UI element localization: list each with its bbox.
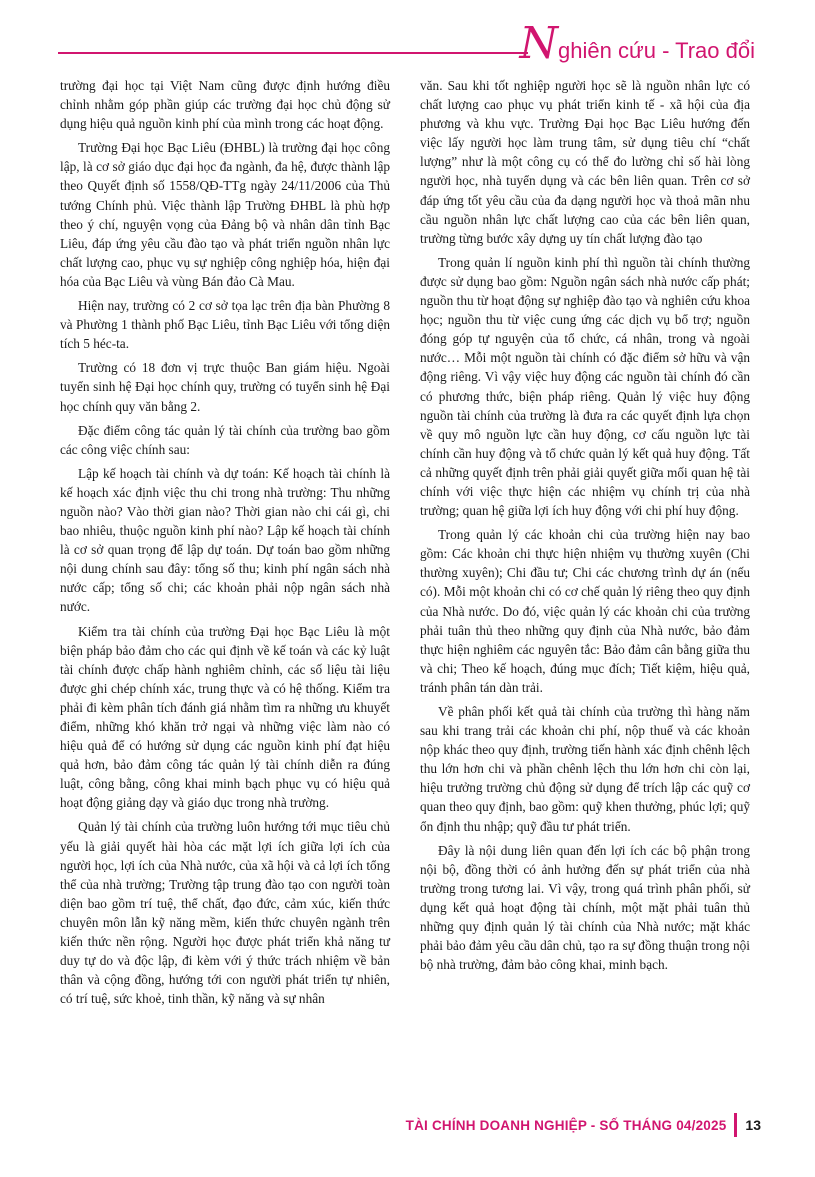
page-header xyxy=(0,18,815,68)
section-title xyxy=(519,18,755,71)
paragraph: văn. Sau khi tốt nghiệp người học sẽ là nguồn nhân lực có chất lượng cao phục vụ phát triển kinh tế - xã hội của địa phương và khu vực. Trường Đại học Bạc Liêu hướng đến việc lấy người học làm trung tâm, sử dụng tiêu chí “chất lượng” như là một công cụ có thể đo lường chỉ số hài lòng người học, nhà tuyển dụng và các bên liên quan. Trên cơ sở đáp ứng tốt yêu cầu của đa dạng người học và thoả mãn nhu cầu nguồn nhân lực chất lượng cao của các bên liên quan, trường từng bước xây dựng uy tín chất lượng đào tạo xyxy=(420,78,750,246)
paragraph: Về phân phối kết quả tài chính của trường thì hàng năm sau khi trang trải các khoản chi phí, nộp thuế và các khoản nộp khác theo quy định, trường tiến hành xác định chênh lệch thu lớn hơn chi và phần chênh lệch thu lớn hơn chi còn lại, hiệu trưởng trường chủ động sử dụng để trích lập các quỹ cơ quan theo quy định, bao gồm: quỹ khen thưởng, phúc lợi; quỹ ổn định thu nhập; quỹ đầu tư phát triển. xyxy=(420,704,750,834)
header-rule xyxy=(58,52,528,54)
page-number: 13 xyxy=(745,1117,761,1133)
paragraph: Trường Đại học Bạc Liêu (ĐHBL) là trường đại học công lập, là cơ sở giáo dục đại học đa ngành, đa hệ, được thành lập theo Quyết định số 1558/QĐ-TTg ngày 24/11/2006 của Thủ tướng Chính phủ. Việc thành lập Trường ĐHBL là phù hợp theo ý chí, nguyện vọng của Đảng bộ và nhân dân tỉnh Bạc Liêu, đáp ứng yêu cầu đào tạo và phát triển nguồn nhân lực chất lượng cao, phục vụ sự nghiệp công nghiệp hóa, hiện đại hóa của Bạc Liêu và vùng Bán đảo Cà Mau. xyxy=(60,140,390,289)
paragraph: Trong quản lý các khoản chi của trường hiện nay bao gồm: Các khoản chi thực hiện nhiệm vụ thường xuyên (Chi thường xuyên); Chi đầu tư; Chi các chương trình dự án (nếu có). Mỗi một khoản chi có cơ chế quản lý riêng theo quy định của Nhà nước. Do đó, việc quản lý các khoản chi của trường phải tuân thủ theo những quy định của Nhà nước, bảo đảm thực hiện nghiêm các nguyên tắc: Bảo đảm cân bằng giữa thu và chi; Theo kế hoạch, đúng mục đích; Tiết kiệm, hiệu quả, tránh phân tán dàn trải. xyxy=(420,527,750,695)
journal-title: TÀI CHÍNH DOANH NGHIỆP - SỐ THÁNG 04/2025 xyxy=(405,1117,727,1133)
right-column xyxy=(420,76,750,979)
section-title-initial: N xyxy=(519,18,559,69)
paragraph: Quản lý tài chính của trường luôn hướng tới mục tiêu chủ yếu là giải quyết hài hòa các mặt lợi ích giữa lợi ích của người học, lợi ích của Nhà nước, của xã hội và cả lợi ích tổng thể của nhà trường; Trường tập trung đào tạo con người toàn diện bao gồm trí tuệ, thể chất, đạo đức, cảm xúc, kiến thức chuyên môn lẫn kỹ năng mềm, kiến thức chuyên ngành trên kiến thức nền rộng. Người học được phát triển khả năng tư duy tự do và độc lập, đi kèm với ý thức trách nhiệm về bản thân và cộng đồng, hướng tới con người phát triển tự nhiên, có trí tuệ, sức khoẻ, tinh thần, kỹ năng và sự nhân xyxy=(60,819,390,1007)
paragraph: Trường có 18 đơn vị trực thuộc Ban giám hiệu. Ngoài tuyển sinh hệ Đại học chính quy, trường có tuyển sinh hệ Đại học chính quy văn bằng 2. xyxy=(60,360,390,414)
paragraph: Đặc điểm công tác quản lý tài chính của trường bao gồm các công việc chính sau: xyxy=(60,422,390,457)
section-title-rest: ghiên cứu - Trao đổi xyxy=(558,38,755,63)
paragraph: trường đại học tại Việt Nam cũng được định hướng điều chỉnh nhằm góp phần giúp các trường đại học chủ động sử dụng hiệu quả nguồn kinh phí của mình trong các hoạt động. xyxy=(60,78,390,132)
left-column xyxy=(60,76,390,1013)
paragraph: Lập kế hoạch tài chính và dự toán: Kế hoạch tài chính là kế hoạch xác định việc thu chi trong nhà trường: Thu những nguồn nào? Vào thời gian nào? Thời gian nào chi cái gì, chi bao nhiêu, thuộc nguồn kinh phí nào? Lập kế hoạch tài chính là cơ sở quan trọng để lập dự toán. Dự toán bao gồm những nội dung chính sau đây: tổng số thu; kinh phí ngân sách nhà nước cấp; tổng số chi; các khoản phải nộp ngân sách nhà nước. xyxy=(60,465,390,615)
page-footer xyxy=(406,1112,761,1138)
paragraph: Đây là nội dung liên quan đến lợi ích các bộ phận trong nội bộ, đồng thời có ảnh hưởng đến sự phát triển của nhà trường trong tương lai. Vì vậy, trong quá trình phân phối, sử dụng kết quả hoạt động tài chính, một mặt phải tuân thủ những quy định quản lý tài chính của Nhà nước; mặt khác phải bảo đảm yêu cầu dân chủ, tạo ra sự đồng thuận trong nội bộ nhà trường, đảm bảo công khai, minh bạch. xyxy=(420,842,750,973)
paragraph: Kiểm tra tài chính của trường Đại học Bạc Liêu là một biện pháp bảo đảm cho các qui định về kế toán và các kỷ luật tài chính được chấp hành nghiêm chỉnh, các số liệu tài liệu được ghi chép chính xác, trung thực và có hệ thống. Kiểm tra phải đi kèm phân tích đánh giá nhằm tìm ra những ưu khuyết điểm, những khó khăn trở ngại và những việc làm nào có hiệu quả để có hướng sử dụng các nguồn kinh phí đạt hiệu quả hơn, bảo đảm công tác quản lý tài chính diễn ra đúng luật, công bằng, công khai minh bạch phục vụ có hiệu quả hoạt động giảng dạy và giáo dục trong nhà trường. xyxy=(60,623,390,811)
paragraph: Hiện nay, trường có 2 cơ sở tọa lạc trên địa bàn Phường 8 và Phường 1 thành phố Bạc Liêu, tỉnh Bạc Liêu với tổng diện tích 5 héc-ta. xyxy=(60,298,390,352)
footer-divider xyxy=(734,1113,737,1137)
paragraph: Trong quản lí nguồn kinh phí thì nguồn tài chính thường được sử dụng bao gồm: Nguồn ngân sách nhà nước cấp phát; nguồn thu từ hoạt động sự nghiệp đào tạo và nghiên cứu khoa học; nguồn thu từ việc cung ứng các dịch vụ bổ trợ; nguồn đóng góp tự nguyện của tổ chức, cá nhân, trong và ngoài nước… Mỗi một nguồn tài chính có đặc điểm sở hữu và vận động riêng. Vì vậy việc huy động các nguồn tài chính đó cần có phương thức, biện pháp riêng. Quản lý việc huy động nguồn tài chính của trường là đưa ra các quyết định lựa chọn về quy mô nguồn lực cần huy động, cơ cấu nguồn lực tài chính cần huy động và tổ chức quản lý kết quả huy động. Tất cả những quyết định trên phải giải quyết giữa mối quan hệ tài chính với việc thực hiện các nhiệm vụ chính trị của nhà trường; quan hệ giữa lợi ích huy động với chi phí huy động. xyxy=(420,254,750,519)
